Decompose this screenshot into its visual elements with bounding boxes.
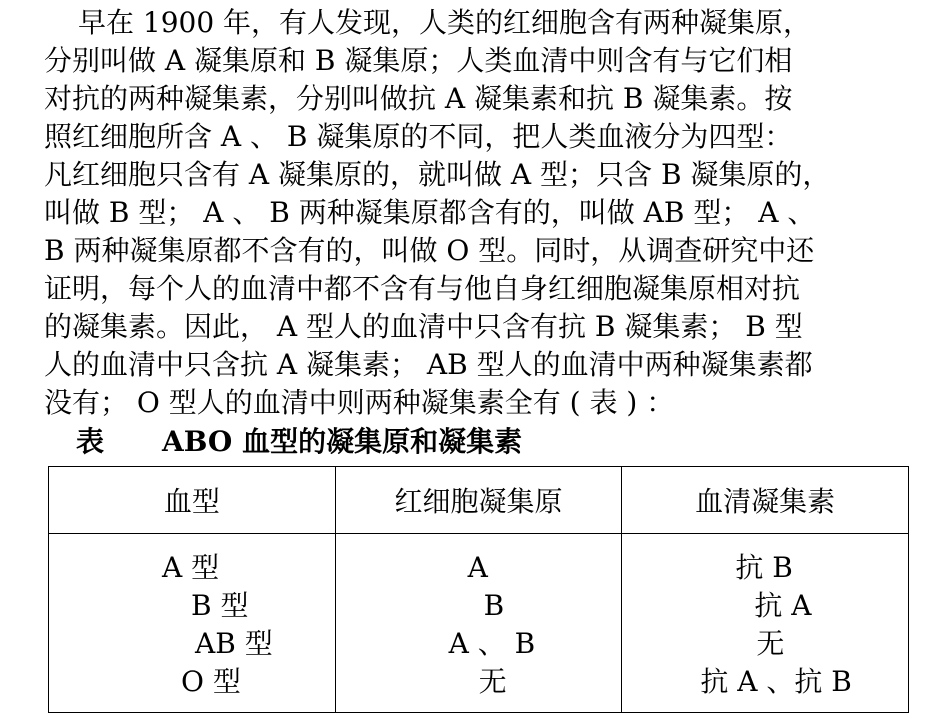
blood-type-table <box>48 466 909 713</box>
blood-type-value: B 型 <box>191 589 249 622</box>
column-header-agglutinogen: 红细胞凝集原 <box>335 467 622 534</box>
agglutinogen-value: A <box>467 551 488 584</box>
table-caption-title: ABO 血型的凝集原和凝集素 <box>162 425 523 458</box>
blood-type-value: O 型 <box>181 665 241 698</box>
agglutinin-value: 抗 B <box>735 551 793 584</box>
blood-type-value: AB 型 <box>195 627 273 660</box>
blood-type-cell <box>49 534 336 713</box>
paragraph-line: 的凝集素。因此， A 型人的血清中只含有抗 B 凝集素； B 型 <box>44 310 803 343</box>
paragraph-line: 照红细胞所含 A 、 B 凝集原的不同，把人类血液分为四型： <box>44 120 793 153</box>
table-row <box>49 534 909 713</box>
agglutinogen-value: B <box>483 589 505 622</box>
blood-type-value: A 型 <box>162 551 220 584</box>
paragraph-line: 人的血清中只含抗 A 凝集素； AB 型人的血清中两种凝集素都 <box>44 348 813 381</box>
agglutinogen-cell <box>335 534 622 713</box>
agglutinin-value: 无 <box>756 627 785 660</box>
agglutinin-value: 抗 A <box>754 589 812 622</box>
agglutinin-cell <box>622 534 909 713</box>
paragraph-line: 证明，每个人的血清中都不含有与他自身红细胞凝集原相对抗 <box>44 272 801 305</box>
agglutinogen-value: 无 <box>478 665 507 698</box>
table-caption <box>76 423 522 461</box>
paragraph-line: 没有； O 型人的血清中则两种凝集素全有 ( 表 ) ： <box>44 386 675 419</box>
paragraph-line: B 两种凝集原都不含有的，叫做 O 型。同时，从调查研究中还 <box>44 234 815 267</box>
column-header-blood-type: 血型 <box>49 467 336 534</box>
column-header-agglutinin: 血清凝集素 <box>622 467 909 534</box>
table-header-row <box>49 467 909 534</box>
agglutinogen-value: A 、 B <box>448 627 536 660</box>
paragraph-line: 对抗的两种凝集素，分别叫做抗 A 凝集素和抗 B 凝集素。按 <box>44 82 793 115</box>
table-caption-label: 表 <box>76 425 105 458</box>
paragraph-line: 分别叫做 A 凝集原和 B 凝集原；人类血清中则含有与它们相 <box>44 44 793 77</box>
paragraph-line: 早在 1900 年，有人发现，人类的红细胞含有两种凝集原， <box>78 6 812 39</box>
agglutinin-value: 抗 A 、抗 B <box>700 665 852 698</box>
paragraph-line: 凡红细胞只含有 A 凝集原的，就叫做 A 型；只含 B 凝集原的， <box>44 158 831 191</box>
paragraph-line: 叫做 B 型； A 、 B 两种凝集原都含有的，叫做 AB 型； A 、 <box>44 196 816 229</box>
